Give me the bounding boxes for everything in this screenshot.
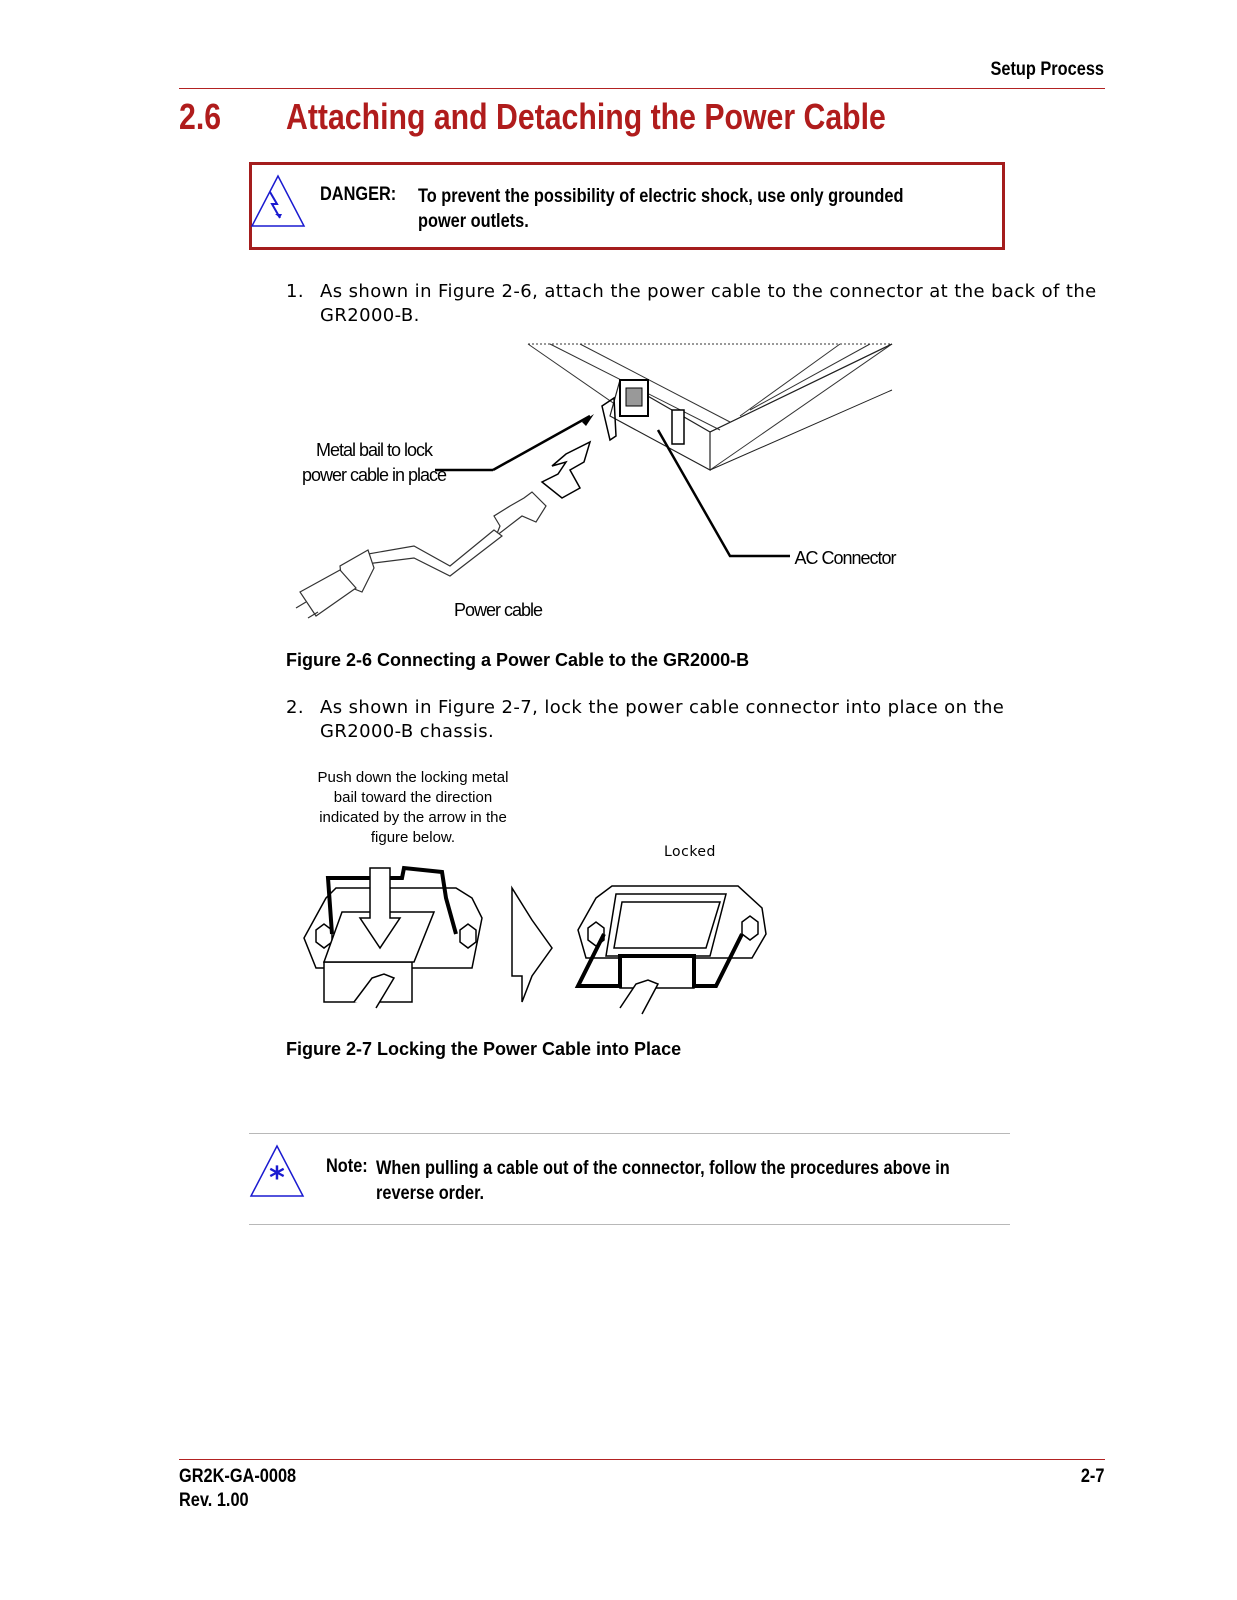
step-1-text: As shown in Figure 2-6, attach the power cable to the connector at the back of the GR2000-B.: [320, 281, 1097, 326]
step-1-number: 1.: [286, 281, 304, 302]
label-push-down: Push down the locking metal bail toward the direction indicated by the arrow in the figure below.: [317, 769, 509, 846]
figure-2-6-caption: Figure 2-6 Connecting a Power Cable to the GR2000-B: [286, 650, 750, 670]
danger-label: DANGER:: [320, 184, 397, 205]
footer-page-number: 2-7: [1080, 1466, 1104, 1487]
section-number: 2.6: [179, 96, 222, 137]
section-title: Attaching and Detaching the Power Cable: [286, 96, 886, 137]
note-label: Note:: [326, 1156, 368, 1177]
figure-2-7-caption: Figure 2-7 Locking the Power Cable into Place: [286, 1039, 682, 1059]
step-2-text: As shown in Figure 2-7, lock the power cable connector into place on the GR2000-B chassis.: [320, 697, 1005, 742]
footer-revision: Rev. 1.00: [179, 1490, 249, 1511]
danger-text: To prevent the possibility of electric shock, use only grounded power outlets.: [418, 186, 904, 232]
lightning-warning-icon: [250, 174, 306, 230]
svg-text:*: *: [269, 1161, 285, 1196]
label-metal-bail: Metal bail to lock power cable in place: [301, 440, 447, 485]
label-ac-connector: AC Connector: [794, 548, 896, 568]
note-rule-bottom: [249, 1224, 1010, 1225]
footer-rule: [179, 1459, 1105, 1460]
note-text: When pulling a cable out of the connector, follow the procedures above in reverse order.: [376, 1158, 950, 1204]
figure-2-7-illustration: [296, 858, 776, 1008]
running-header: Setup Process: [990, 59, 1104, 80]
footer-doc-id: GR2K-GA-0008: [179, 1466, 297, 1487]
label-power-cable: Power cable: [453, 600, 543, 620]
step-2-number: 2.: [286, 697, 304, 718]
label-locked: Locked: [664, 844, 716, 860]
header-rule: [179, 88, 1105, 89]
asterisk-note-icon: [249, 1144, 305, 1200]
note-rule-top: [249, 1133, 1010, 1134]
